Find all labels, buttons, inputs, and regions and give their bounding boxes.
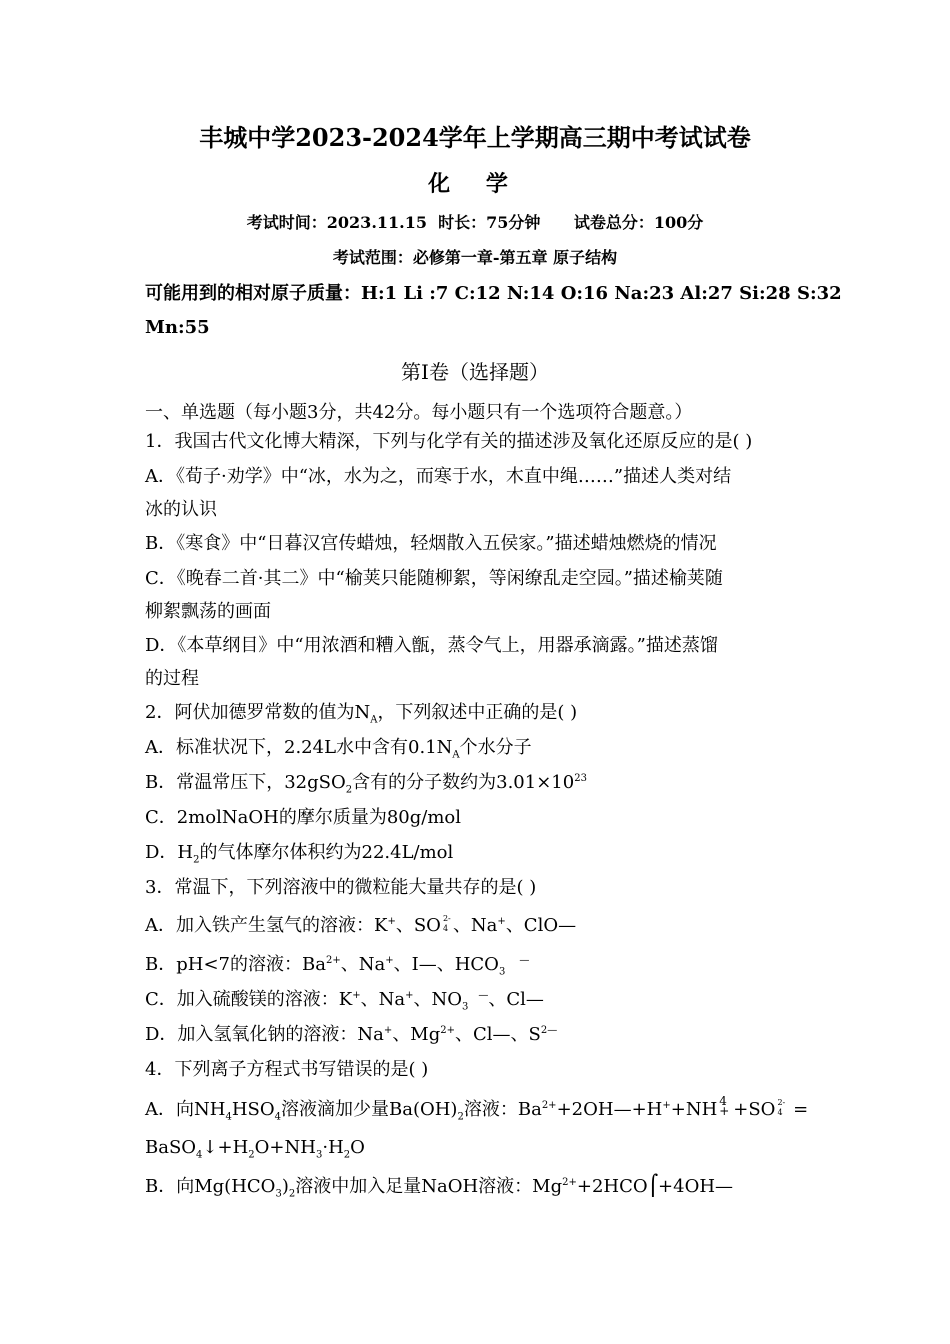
atomic-mass-line: [145, 282, 842, 306]
exam-scope: 考试范围：必修第一章-第五章 原子结构: [332, 248, 618, 267]
subject-title: 化 学: [428, 171, 522, 197]
atomic-mass-cont: Mn:55: [145, 317, 210, 338]
q3-option-a: A．加入铁产生氢气的溶液：K+、SO 2- 4 、Na+、ClO—: [145, 914, 577, 936]
q4-option-b: B．向$Mg(HCO_3)_2$溶液中加入足量NaOH溶液：$Mg^{2+}+2HCO⌠+4OH—$: [145, 1173, 734, 1200]
q1-option-a: A．《荀子·劝学》中“冰，水为之，而寒于水，木直中绳……”描述人类对结: [145, 466, 732, 487]
formula-glyph: ⌠: [647, 1173, 659, 1197]
q2-option-d: D．$H_2$的气体摩尔体积约为22.4L/mol: [145, 842, 454, 866]
q4-stem: 4．下列离子方程式书写错误的是( ): [145, 1059, 429, 1080]
q1-option-d-cont: 的过程: [145, 668, 199, 689]
exam-info: 考试时间：2023.11.15 时长：75分钟 试卷总分：100分: [246, 213, 704, 232]
section-title: 第Ⅰ卷（选择题）: [401, 360, 549, 384]
q2-option-a: A．标准状况下，2.24L水中含有$0.1N_A$个水分子: [145, 737, 532, 761]
q2-stem: 2．阿伏加德罗常数的值为$N_A$，下列叙述中正确的是( ): [145, 702, 578, 726]
q1-option-a-cont: 冰的认识: [145, 499, 217, 520]
q3-option-b: B．pH<7的溶液：$Ba^{2+}$、Na+、I—、$HCO_3^—$: [145, 954, 530, 978]
q3-option-c: C．加入硫酸镁的溶液：K+、Na+、$NO_3^—$、Cl—: [145, 989, 544, 1013]
q1-option-b: B．《寒食》中“日暮汉宫传蜡烛，轻烟散入五侯家。”描述蜡烛燃烧的情况: [145, 533, 717, 554]
q1-option-c: C．《晚春二首·其二》中“榆荚只能随柳絮，等闲缭乱走空园。”描述榆荚随: [145, 568, 723, 589]
part-heading: 一、单选题（每小题3分，共42分。每小题只有一个选项符合题意。）: [145, 402, 693, 423]
q1-option-d: D．《本草纲目》中“用浓酒和糟入甑，蒸令气上，用器承滴露。”描述蒸馏: [145, 635, 718, 656]
exam-title: 丰城中学2023-2024学年上学期高三期中考试试卷: [199, 123, 751, 152]
atomic-mass-values: H:1 Li :7 C:12 N:14 O:16 Na:23 Al:27 Si:28 S:32: [361, 283, 842, 304]
q3-option-d: D．加入氢氧化钠的溶液：Na+、$Mg^{2+}$、Cl—、$S^{2—}$: [145, 1024, 558, 1045]
q3-stem: 3．常温下，下列溶液中的微粒能大量共存的是( ): [145, 877, 537, 898]
q4-option-a-cont: $BaSO_4↓+H_2O+NH_3\cdot H_2O$: [145, 1137, 365, 1161]
q1-stem: 1．我国古代文化博大精深，下列与化学有关的描述涉及氧化还原反应的是( ): [145, 431, 753, 452]
q4-option-a: A．向$NH_4HSO_4$溶液滴加少量$Ba(OH)_2$溶液：$Ba^{2+}+2OH—+H^++NH$ 4 + +SO 2- 4 =: [145, 1094, 809, 1123]
q2-option-c: C．2molNaOH的摩尔质量为80g/mol: [145, 807, 461, 828]
q2-option-b: B．常温常压下，32gSO$_2$含有的分子数约为$3.01\times 10^{23}$: [145, 772, 587, 796]
atomic-mass-label: 可能用到的相对原子质量：: [145, 283, 361, 304]
q1-option-c-cont: 柳絮飘荡的画面: [145, 601, 271, 622]
